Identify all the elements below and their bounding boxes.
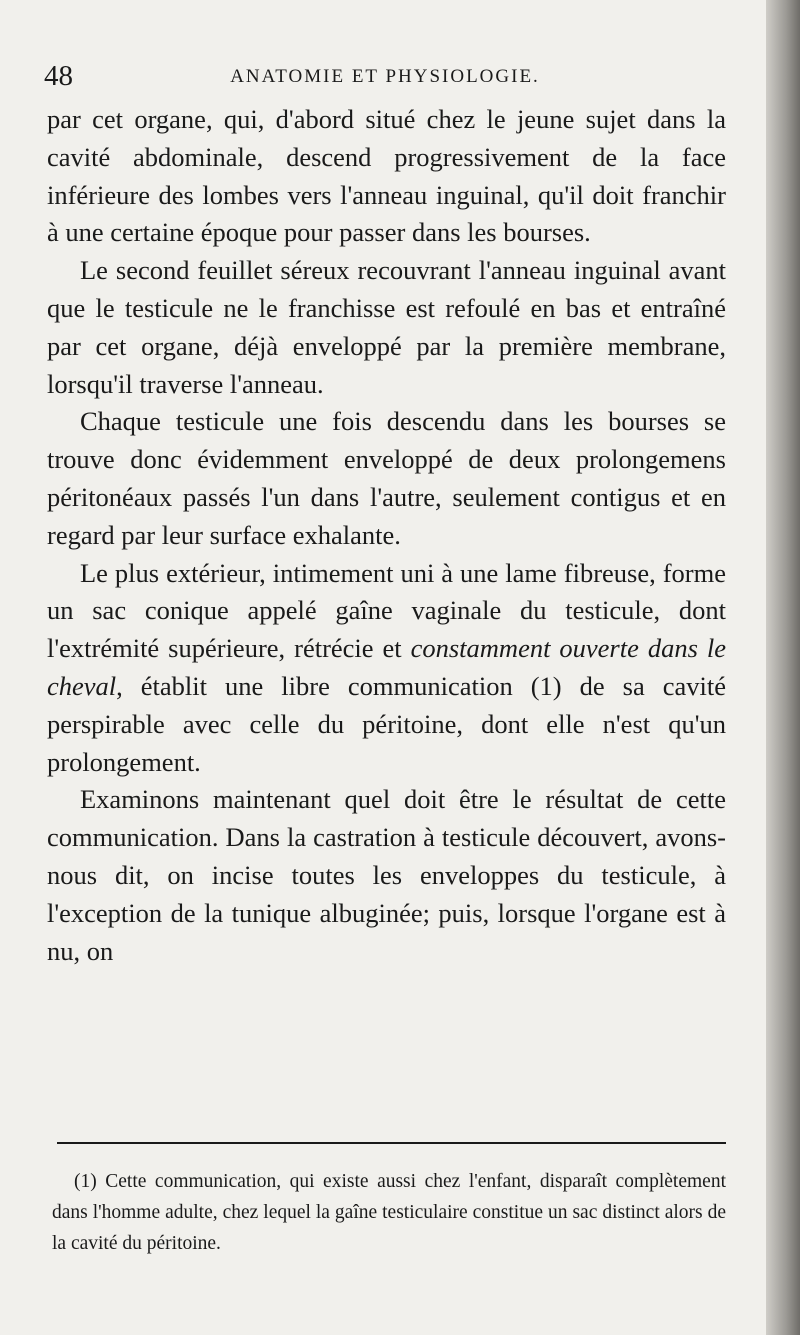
paragraph-continued: par cet organe, qui, d'abord situé chez le jeune sujet dans la cavité abdominale, descend progressivement de la face inférieure des lombes vers l'anneau inguinal, qu'il doit franchir à une certaine époque pour passer dans les bourses. bbox=[47, 104, 726, 248]
paragraph: Le second feuillet séreux recouvrant l'anneau inguinal avant que le testicule ne le franchisse est refoulé en bas et entraîné par cet organe, déjà enveloppé par la première membrane, lorsqu'il traverse l'anneau. bbox=[47, 255, 726, 399]
italic-phrase: constamment ouverte dans le cheval bbox=[47, 633, 726, 701]
footnote: (1) Cette communication, qui existe aussi chez l'enfant, disparaît complètement dans l'homme adulte, chez lequel la gaîne testiculaire constitue un sac distinct alors de la cavité du péritoine. bbox=[52, 1171, 726, 1254]
paragraph-text: Le plus extérieur, intimement uni à une lame fibreuse, forme un sac conique appelé gaîne vaginale du testicule, dont l'extrémité supérieure, rétrécie et bbox=[47, 557, 726, 664]
paragraph-text: , établit une libre communication (1) de sa cavité perspirable avec celle du péritoine, dont elle n'est qu'un prolongement. bbox=[47, 670, 726, 777]
body-text bbox=[47, 101, 726, 970]
page-edge bbox=[766, 0, 800, 1335]
page-number: 48 bbox=[44, 60, 73, 92]
paragraph: Examinons maintenant quel doit être le résultat de cette communication. Dans la castration à testicule découvert, avons-nous dit, on incise toutes les enveloppes du testicule, à l'exception de la tunique albuginée; puis, lorsque l'organe est à nu, on bbox=[47, 784, 726, 966]
footnote-divider bbox=[57, 1142, 726, 1144]
paragraph: Chaque testicule une fois descendu dans les bourses se trouve donc évidemment enveloppé de deux prolongemens péritonéaux passés l'un dans l'autre, seulement contigus et en regard par leur surface exhalante. bbox=[47, 406, 726, 550]
running-title: ANATOMIE ET PHYSIOLOGIE. bbox=[230, 66, 540, 87]
running-head bbox=[44, 58, 726, 94]
paragraph bbox=[47, 555, 726, 782]
